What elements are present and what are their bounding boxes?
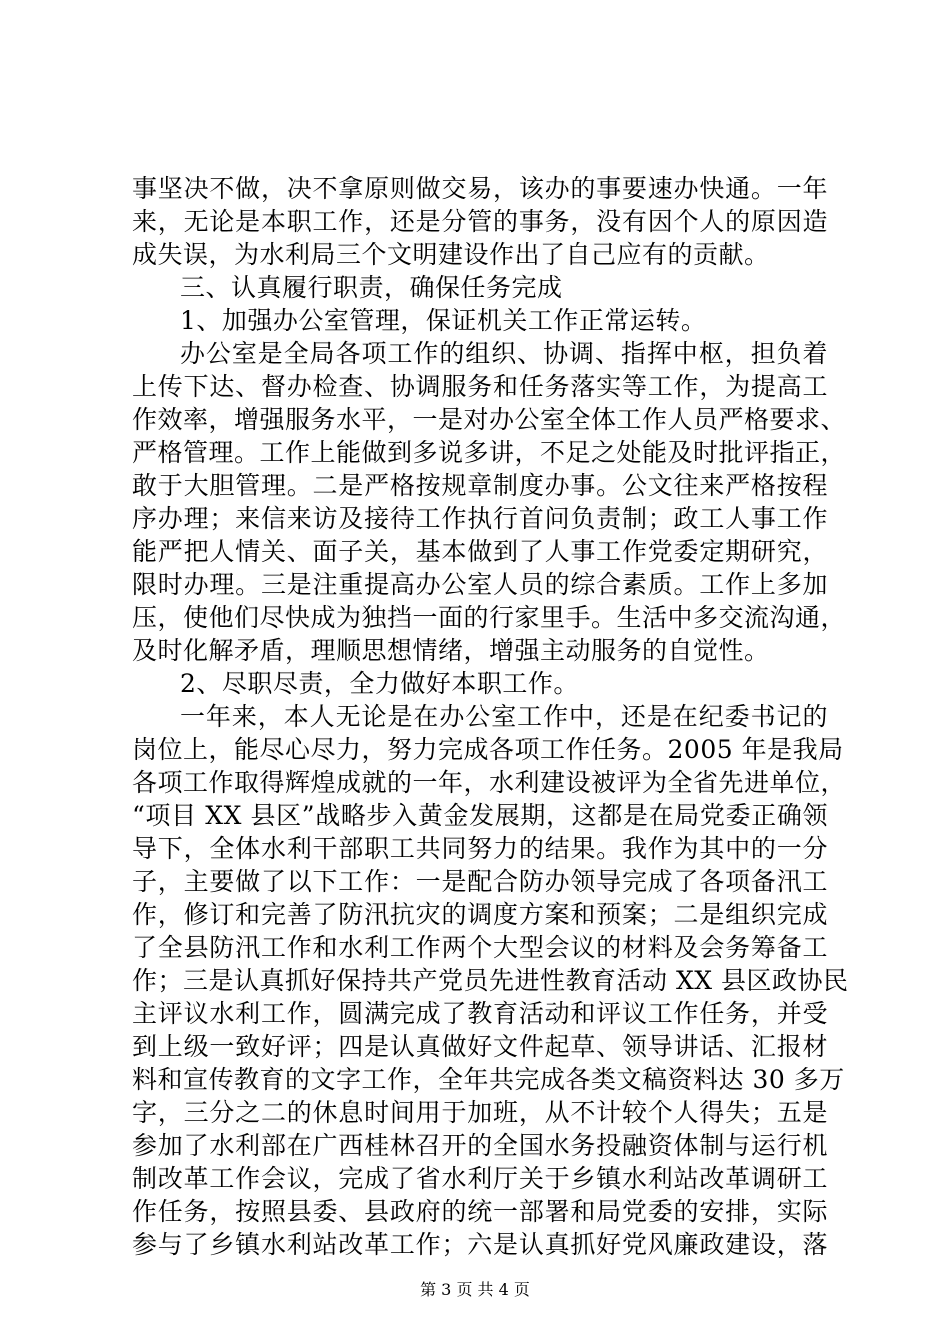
body-line: 岗位上，能尽心尽力，努力完成各项工作任务。2005 年是我局 — [132, 735, 844, 764]
body-line: 各项工作取得辉煌成就的一年，水利建设被评为全省先进单位， — [132, 768, 847, 797]
body-line: 来，无论是本职工作，还是分管的事务，没有因个人的原因造 — [132, 207, 828, 236]
body-line: 限时办理。三是注重提高办公室人员的综合素质。工作上多加 — [132, 570, 828, 599]
body-line: 作效率，增强服务水平，一是对办公室全体工作人员严格要求、 — [132, 405, 847, 434]
body-line: 作；三是认真抓好保持共产党员先进性教育活动 XX 县区政协民 — [132, 966, 849, 995]
body-line: 了全县防汛工作和水利工作两个大型会议的材料及会务筹备工 — [132, 933, 828, 962]
body-line: 序办理；来信来访及接待工作执行首问负责制；政工人事工作 — [132, 504, 828, 533]
body-line: “项目 XX 县区”战略步入黄金发展期，这都是在局党委正确领 — [132, 801, 828, 830]
body-line: 制改革工作会议，完成了省水利厅关于乡镇水利站改革调研工 — [132, 1164, 828, 1193]
body-line: 一年来，本人无论是在办公室工作中，还是在纪委书记的 — [180, 702, 828, 731]
page-number-footer: 第 3 页 共 4 页 — [420, 1280, 530, 1299]
body-line: 导下，全体水利干部职工共同努力的结果。我作为其中的一分 — [132, 834, 828, 863]
body-line: 作，修订和完善了防汛抗灾的调度方案和预案；二是组织完成 — [132, 900, 828, 929]
body-line: 参与了乡镇水利站改革工作；六是认真抓好党风廉政建设，落 — [132, 1230, 828, 1259]
body-line: 办公室是全局各项工作的组织、协调、指挥中枢，担负着 — [180, 339, 828, 368]
subsection-heading: 2、尽职尽责，全力做好本职工作。 — [180, 669, 579, 698]
body-line: 能严把人情关、面子关，基本做到了人事工作党委定期研究， — [132, 537, 828, 566]
body-line: 压，使他们尽快成为独挡一面的行家里手。生活中多交流沟通， — [132, 603, 847, 632]
body-line: 事坚决不做，决不拿原则做交易，该办的事要速办快通。一年 — [132, 174, 828, 203]
body-line: 到上级一致好评；四是认真做好文件起草、领导讲话、汇报材 — [132, 1032, 828, 1061]
body-line: 参加了水利部在广西桂林召开的全国水务投融资体制与运行机 — [132, 1131, 828, 1160]
section-heading: 三、认真履行职责，确保任务完成 — [180, 273, 563, 302]
body-line: 料和宣传教育的文字工作，全年共完成各类文稿资料达 30 多万 — [132, 1065, 845, 1094]
body-line: 敢于大胆管理。二是严格按规章制度办事。公文往来严格按程 — [132, 471, 828, 500]
body-line: 上传下达、督办检查、协调服务和任务落实等工作，为提高工 — [132, 372, 828, 401]
body-line: 作任务，按照县委、县政府的统一部署和局党委的安排，实际 — [132, 1197, 828, 1226]
body-line: 子，主要做了以下工作：一是配合防办领导完成了各项备汛工 — [132, 867, 828, 896]
body-line: 及时化解矛盾，理顺思想情绪，增强主动服务的自觉性。 — [132, 636, 770, 665]
body-line: 成失误，为水利局三个文明建设作出了自己应有的贡献。 — [132, 240, 770, 269]
body-line: 主评议水利工作，圆满完成了教育活动和评议工作任务，并受 — [132, 999, 828, 1028]
body-line: 字，三分之二的休息时间用于加班，从不计较个人得失；五是 — [132, 1098, 828, 1127]
subsection-heading: 1、加强办公室管理，保证机关工作正常运转。 — [180, 306, 707, 335]
body-line: 严格管理。工作上能做到多说多讲，不足之处能及时批评指正， — [132, 438, 847, 467]
